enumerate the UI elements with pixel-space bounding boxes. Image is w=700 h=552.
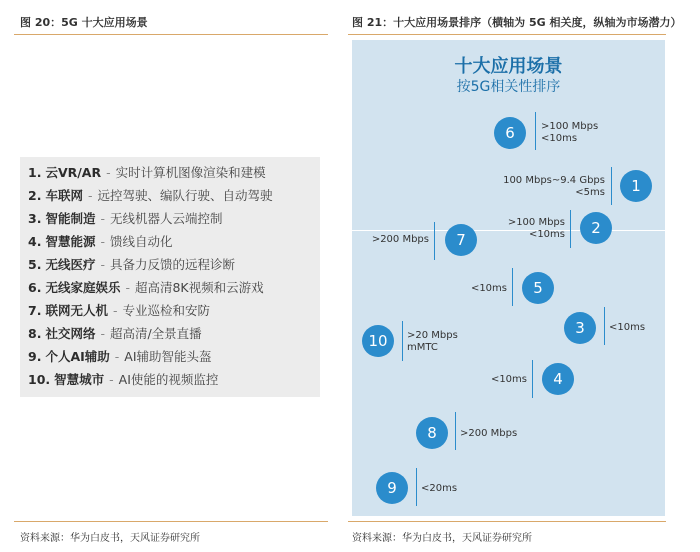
list-item: 5. 无线医疗 - 具备力反馈的远程诊断	[28, 257, 235, 272]
diagram-subtitle: 按5G相关性排序	[456, 79, 561, 95]
requirement-tick	[416, 468, 417, 506]
item-number: 6.	[28, 280, 42, 295]
item-desc: 实时计算机图像渲染和建模	[115, 165, 266, 180]
requirement-tick	[455, 412, 456, 450]
requirement-tick	[512, 268, 513, 306]
item-number: 8.	[28, 326, 42, 341]
item-desc: 专业巡检和安防	[122, 303, 210, 318]
item-desc: AI使能的视频监控	[118, 372, 219, 387]
requirement-label: <10ms	[609, 322, 646, 333]
list-item: 1. 云VR/AR - 实时计算机图像渲染和建模	[28, 165, 266, 180]
left-figure-title: 图 20：5G 十大应用场景	[20, 16, 148, 29]
item-name: 云VR/AR	[45, 165, 102, 180]
item-name: 车联网	[45, 188, 83, 203]
right-footer-rule	[348, 521, 666, 522]
left-figure-source: 资料来源：华为白皮书，天风证券研究所	[20, 533, 200, 544]
item-name: 无线医疗	[45, 257, 96, 272]
requirement-label: >200 Mbps	[371, 234, 429, 245]
item-number: 10.	[28, 372, 51, 387]
left-title-rule	[14, 34, 328, 35]
item-desc: 超高清8K视频和云游戏	[134, 280, 264, 295]
scenario-bubble-7: 7	[445, 224, 477, 256]
requirement-tick	[402, 321, 403, 361]
requirement-tick	[535, 112, 536, 150]
list-item: 3. 智能制造 - 无线机器人云端控制	[28, 211, 223, 226]
requirement-label: >100 Mbps <10ms	[507, 217, 565, 240]
scenario-bubble-4: 4	[542, 363, 574, 395]
item-desc: 具备力反馈的远程诊断	[109, 257, 235, 272]
list-item: 8. 社交网络 - 超高清/全景直播	[28, 326, 202, 341]
scenario-bubble-1: 1	[620, 170, 652, 202]
requirement-label: <20ms	[421, 483, 458, 494]
scenario-bubble-8: 8	[416, 417, 448, 449]
item-name: 智能制造	[45, 211, 96, 226]
scenario-bubble-2: 2	[580, 212, 612, 244]
item-name: 联网无人机	[45, 303, 108, 318]
requirement-label: <10ms	[470, 283, 507, 294]
list-item: 9. 个人AI辅助 - AI辅助智能头盔	[28, 349, 212, 364]
item-name: 智慧能源	[45, 234, 96, 249]
item-number: 5.	[28, 257, 42, 272]
item-number: 4.	[28, 234, 42, 249]
left-footer-rule	[14, 521, 328, 522]
item-desc: 馈线自动化	[109, 234, 173, 249]
list-item: 10. 智慧城市 - AI使能的视频监控	[28, 372, 219, 387]
item-name: 无线家庭娱乐	[45, 280, 121, 295]
requirement-label: <10ms	[490, 374, 527, 385]
list-item: 7. 联网无人机 - 专业巡检和安防	[28, 303, 210, 318]
scenario-ranking-diagram	[352, 40, 665, 516]
requirement-label: >20 Mbps mMTC	[407, 330, 458, 353]
requirement-label: 100 Mbps~9.4 Gbps <5ms	[503, 175, 605, 198]
item-name: 个人AI辅助	[45, 349, 110, 364]
list-item: 4. 智慧能源 - 馈线自动化	[28, 234, 173, 249]
scenario-list	[20, 157, 320, 397]
requirement-tick	[611, 167, 612, 205]
list-item: 2. 车联网 - 远控驾驶、编队行驶、自动驾驶	[28, 188, 273, 203]
scenario-bubble-5: 5	[522, 272, 554, 304]
item-number: 2.	[28, 188, 42, 203]
right-title-rule	[348, 34, 666, 35]
item-desc: 远控驾驶、编队行驶、自动驾驶	[97, 188, 273, 203]
item-desc: 无线机器人云端控制	[109, 211, 223, 226]
item-name: 智慧城市	[54, 372, 105, 387]
requirement-tick	[570, 210, 571, 248]
requirement-tick	[532, 360, 533, 398]
item-number: 9.	[28, 349, 42, 364]
list-item: 6. 无线家庭娱乐 - 超高清8K视频和云游戏	[28, 280, 264, 295]
right-figure-source: 资料来源：华为白皮书，天风证券研究所	[352, 533, 532, 544]
scenario-bubble-10: 10	[362, 325, 394, 357]
scenario-bubble-3: 3	[564, 312, 596, 344]
right-figure-title: 图 21：十大应用场景排序（横轴为 5G 相关度，纵轴为市场潜力）	[352, 16, 682, 29]
requirement-tick	[604, 307, 605, 345]
requirement-label: >200 Mbps	[460, 428, 518, 439]
item-desc: 超高清/全景直播	[109, 326, 202, 341]
diagram-title: 十大应用场景	[454, 56, 563, 77]
item-number: 1.	[28, 165, 42, 180]
scenario-bubble-9: 9	[376, 472, 408, 504]
item-number: 3.	[28, 211, 42, 226]
requirement-label: >100 Mbps <10ms	[541, 121, 599, 144]
scenario-bubble-6: 6	[494, 117, 526, 149]
item-name: 社交网络	[45, 326, 96, 341]
requirement-tick	[434, 222, 435, 260]
item-desc: AI辅助智能头盔	[124, 349, 212, 364]
item-number: 7.	[28, 303, 42, 318]
